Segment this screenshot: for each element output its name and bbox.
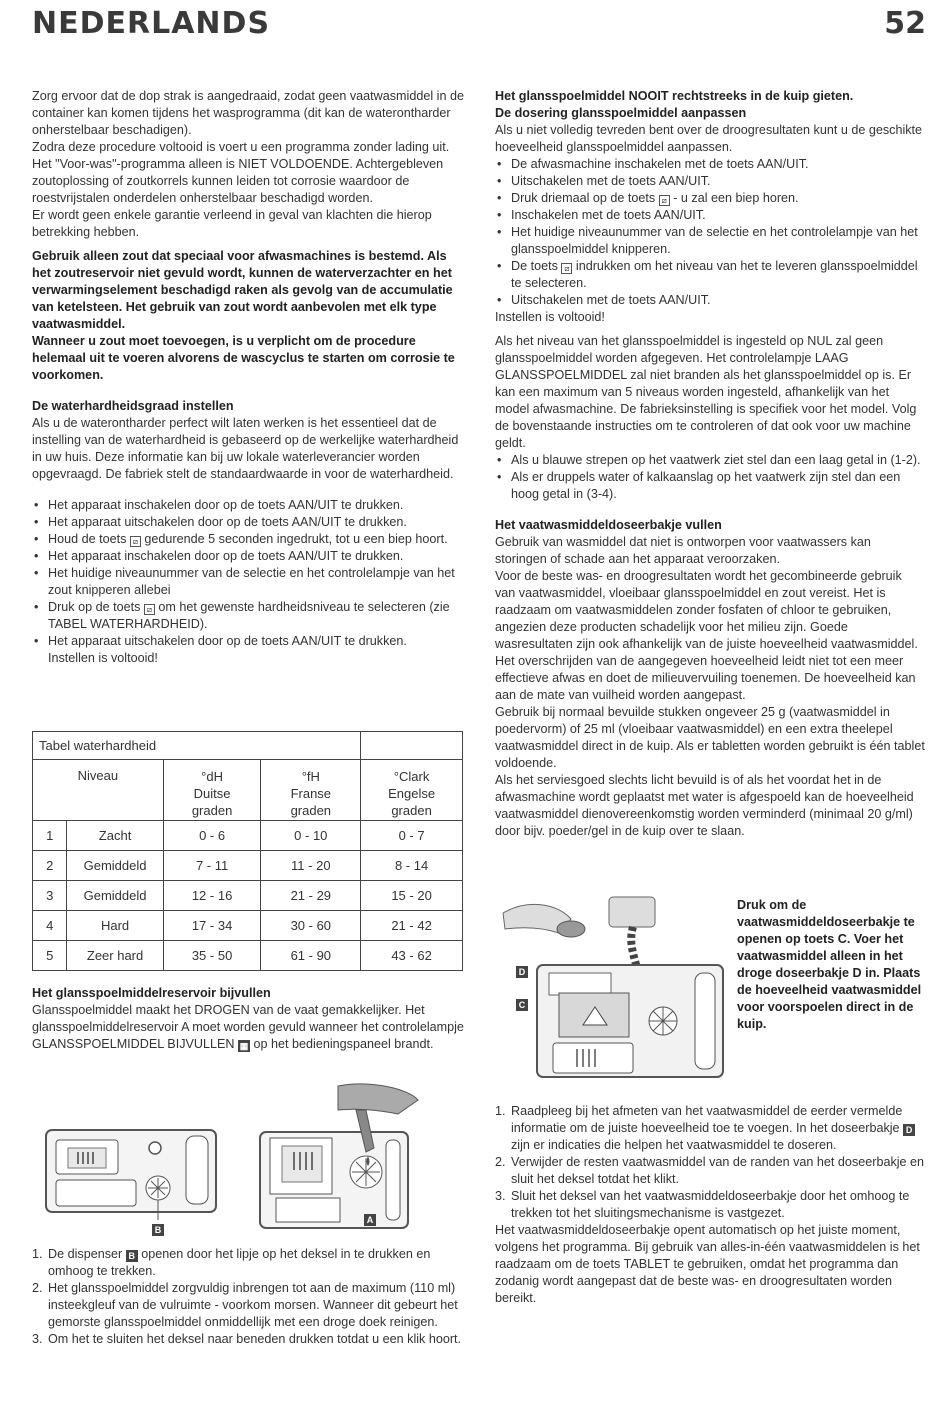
intro-paragraph: Zorg ervoor dat de dop strak is aangedraaid, zodat geen vaatwasmiddel in de container kan komen tijdens het wasprogramma (dit kan de waterontharder onherstelbaar beschadigen). <box>32 89 464 137</box>
table-cell: 8 - 14 <box>361 851 463 881</box>
list-item: • Inschakelen met de toets AAN/UIT. <box>495 207 925 224</box>
hardness-steps <box>32 497 464 650</box>
list-item: • Het apparaat uitschakelen door op de toets AAN/UIT te drukken. <box>32 633 464 650</box>
table-header: Niveau <box>33 760 164 821</box>
detergent-paragraph: Gebruik van wasmiddel dat niet is ontworpen voor vaatwassers kan storingen of schade aan het apparaat veroorzaken. <box>495 535 871 566</box>
rinse-text: Glansspoelmiddel maakt het DROGEN van de vaat gemakkelijker. Het glansspoelmiddelreservoir A moet worden gevuld wanneer het controlelampje GLANSSPOELMIDDEL BIJVULLEN ▦ op het bedieningspaneel brandt. <box>32 1003 464 1051</box>
detergent-paragraph: Het overschrijden van de aangegeven hoeveelheid leidt niet tot een meer effectieve afwas en doet de milieuvervuiling toenemen. De hoeveelheid kan aan de mate van vuilheid worden aangepast. <box>495 654 916 702</box>
table-cell: 4 <box>33 911 67 941</box>
table-header: °dH Duitse graden <box>163 760 261 821</box>
table-cell: 15 - 20 <box>361 881 463 911</box>
table-header: °Clark Engelse graden <box>361 760 463 821</box>
table-cell: 5 <box>33 941 67 971</box>
table-cell: 30 - 60 <box>261 911 361 941</box>
list-item: • Het apparaat inschakelen door op de toets AAN/UIT te drukken. <box>32 497 464 514</box>
rinse-aid-dispenser-figure <box>38 1080 458 1242</box>
table-cell: Gemiddeld <box>67 851 163 881</box>
table-cell: 1 <box>33 821 67 851</box>
table-cell: Gemiddeld <box>67 881 163 911</box>
rinse-steps <box>32 1246 464 1348</box>
key-icon: ⧄ <box>130 536 141 547</box>
list-item: 3. Sluit het deksel van het vaatwasmiddeldoseerbakje door het omhoog te trekken tot het sluitingsmechanisme is vastgezet. <box>495 1189 910 1220</box>
list-item: 2. Het glansspoelmiddel zorgvuldig inbrengen tot aan de maximum (110 ml) insteekgleuf van de vulruimte - voorkom morsen. Wanneer dit gebeurt het gemorste glansspoelmiddel onmiddellijk met een droge doek reinigen. <box>32 1281 458 1329</box>
label-d-icon: D <box>903 1124 915 1136</box>
table-row <box>33 941 463 971</box>
table-row <box>33 911 463 941</box>
table-cell: 35 - 50 <box>163 941 261 971</box>
rinse-aid-indicator-icon: ▦ <box>239 1041 249 1051</box>
dosage-done: Instellen is voltooid! <box>495 310 605 324</box>
list-item: • De toets ⧄ indrukken om het niveau van het te leveren glansspoelmiddel te selecteren. <box>495 258 925 292</box>
table-cell: Zeer hard <box>67 941 163 971</box>
key-icon: ⧄ <box>659 195 670 206</box>
detergent-paragraph: Voor de beste was- en droogresultaten wordt het gecombineerde gebruik van vaatwasmiddel, vloeibaar glansspoelmiddel en zout vereist. Het is raadzaam om vaatwasmiddelen zonder fosfaten of chloor te gebruiken, angezien deze producten schadelijk voor het milieu zijn. Goede wasresultaten zijn ook afhankelijk van de juiste hoeveelheid vaatwasmiddel. <box>495 569 918 651</box>
list-item: 1. Raadpleeg bij het afmeten van het vaatwasmiddel de eerder vermelde informatie om de juiste hoeveelheid toe te voegen. In het doseerbakje D zijn er indicaties die helpen het vaatwasmiddel te doseren. <box>495 1103 925 1154</box>
hardness-heading: De waterhardheidsgraad instellen <box>32 399 234 413</box>
label-a: A <box>364 1214 376 1226</box>
list-item: • Het huidige niveaunummer van de selectie en het controlelampje van het glansspoelmiddel knipperen. <box>495 224 925 258</box>
table-cell: 0 - 6 <box>163 821 261 851</box>
intro-paragraph: Zodra deze procedure voltooid is voert u een programma zonder lading uit. Het "Voor-was"-programma alleen is NIET VOLDOENDE. Achtergebleven zoutoplossing of zoutkorrels kunnen leiden tot corrosie waardoor de roestvrijstalen onderdelen onherstelbaar beschadigd worden. <box>32 140 450 205</box>
table-header-row <box>33 760 463 821</box>
zero-level-text: Als het niveau van het glansspoelmiddel is ingesteld op NUL zal geen glansspoelmiddel worden afgegeven. Het controlelampje LAAG GLANSSPOELMIDDEL zal niet branden als het glansspoelmiddel op is. Er kan een maximum van 5 niveaus worden ingesteld, afhankelijk van het model afwasmachine. De fabrieksinstelling is specifiek voor het model. Volg de bovenstaande instructies om te controleren of dat ook voor uw machine geldt. <box>495 334 917 450</box>
table-cell <box>361 732 463 760</box>
left-column <box>32 88 464 667</box>
label-c: C <box>516 999 528 1011</box>
list-item: • Houd de toets ⧄ gedurende 5 seconden ingedrukt, tot u een biep hoort. <box>32 531 464 548</box>
section-language: NEDERLANDS <box>32 6 271 41</box>
table-cell: 3 <box>33 881 67 911</box>
rinse-heading: Het glansspoelmiddelreservoir bijvullen <box>32 986 271 1000</box>
label-b: B <box>152 1224 164 1236</box>
table-title: Tabel waterhardheid <box>33 732 361 760</box>
table-row <box>33 821 463 851</box>
table-cell: 43 - 62 <box>361 941 463 971</box>
table-cell: 61 - 90 <box>261 941 361 971</box>
detergent-dispenser-figure <box>497 893 729 1083</box>
table-cell: 11 - 20 <box>261 851 361 881</box>
hardness-done: Instellen is voltooid! <box>48 651 158 665</box>
key-icon: ⧄ <box>144 604 155 615</box>
table-row <box>33 881 463 911</box>
list-item: • Als u blauwe strepen op het vaatwerk ziet stel dan een laag getal in (1-2). <box>495 452 925 469</box>
list-item: • Uitschakelen met de toets AAN/UIT. <box>495 173 925 190</box>
intro-paragraph: Er wordt geen enkele garantie verleend in geval van klachten die hierop betrekking hebben. <box>32 208 432 239</box>
label-d: D <box>516 966 528 978</box>
table-cell: 17 - 34 <box>163 911 261 941</box>
list-item: 3. Om het te sluiten het deksel naar beneden drukken totdat u een klik hoort. <box>32 1332 462 1346</box>
detergent-paragraph: Als het serviesgoed slechts licht bevuild is of als het voordat het in de afwasmachine wordt geplaatst met water is afgespoeld kan de hoeveelheid vaatwasmiddel dienovereenkomstig worden verminderd (minimaal 20 g/ml) door bijv. poeder/gel in de kuip over te slaan. <box>495 773 914 838</box>
list-item: 1. De dispenser B openen door het lipje op het deksel in te drukken en omhoog te trekken. <box>32 1247 431 1278</box>
list-item: • Druk driemaal op de toets ⧄ - u zal een biep horen. <box>495 190 925 207</box>
list-item: • De afwasmachine inschakelen met de toets AAN/UIT. <box>495 156 925 173</box>
table-cell: Zacht <box>67 821 163 851</box>
salt-warning: Gebruik alleen zout dat speciaal voor afwasmachines is bestemd. Als het zoutreservoir niet gevuld wordt, kunnen de waterverzachter en het verwarmingselement beschadigd raken als gevolg van de accumulatie van ketelsteen. Het gebruik van zout wordt aanbevolen met elk type vaatwasmiddel. <box>32 249 453 331</box>
detergent-steps <box>495 1103 925 1307</box>
dosage-heading: De dosering glansspoelmiddel aanpassen <box>495 106 747 120</box>
zero-level-bullets <box>495 452 925 503</box>
table-cell: 12 - 16 <box>163 881 261 911</box>
table-cell: 0 - 10 <box>261 821 361 851</box>
list-item: • Uitschakelen met de toets AAN/UIT. <box>495 292 925 309</box>
table-cell: 0 - 7 <box>361 821 463 851</box>
table-row <box>33 851 463 881</box>
right-column <box>495 88 925 840</box>
table-cell: 7 - 11 <box>163 851 261 881</box>
list-item: • Als er druppels water of kalkaanslag op het vaatwerk zijn stel dan een hoog getal in (3-4). <box>495 469 925 503</box>
water-hardness-table <box>32 731 463 971</box>
dosage-intro: Als u niet volledig tevreden bent over de droogresultaten kunt u de geschikte hoeveelheid glansspoelmiddel aanpassen. <box>495 123 923 154</box>
detergent-heading: Het vaatwasmiddeldoseerbakje vullen <box>495 518 722 532</box>
rinse-aid-section <box>32 985 464 1053</box>
never-pour-warning: Het glansspoelmiddel NOOIT rechtstreeks in de kuip gieten. <box>495 89 854 103</box>
dosage-steps <box>495 156 925 309</box>
detergent-caption: Druk om de vaatwasmiddeldoseerbakje te openen op toets C. Voer het vaatwasmiddel alleen in het droge doseerbakje D in. Plaats de hoeveelheid vaatwasmiddel voor voorspoelen direct in de kuip. <box>737 898 922 1031</box>
page-number: 52 <box>884 6 926 41</box>
closing-paragraph: Het vaatwasmiddeldoseerbakje opent automatisch op het juiste moment, volgens het programma. Bij gebruik van alles-in-één vaatwasmiddelen is het raadzaam om de toets TABLET te gebruiken, omdat het programma dan zodanig wordt aangepast dat de beste was- en droogresultaten worden bereikt. <box>495 1223 920 1305</box>
list-item: • Het huidige niveaunummer van de selectie en het controlelampje van het zout knipperen allebei <box>32 565 464 599</box>
list-item: 2. Verwijder de resten vaatwasmiddel van de randen van het doseerbakje en sluit het deksel totdat het klikt. <box>495 1155 925 1186</box>
salt-warning: Wanneer u zout moet toevoegen, is u verplicht om de procedure helemaal uit te voeren alvorens de wascyclus te starten om corrosie te voorkomen. <box>32 334 455 382</box>
hardness-text: Als u de waterontharder perfect wilt laten werken is het essentieel dat de instelling van de waterhardheid is gebaseerd op de werkelijke waterhardheid in uw huis. Deze informatie kan bij uw lokale waterleverancier worden opgevraagd. De fabriek stelt de standaardwaarde in voor de waterhardheid. <box>32 416 459 481</box>
table-cell: Hard <box>67 911 163 941</box>
list-item: • Het apparaat uitschakelen door op de toets AAN/UIT te drukken. <box>32 514 464 531</box>
table-cell: 21 - 42 <box>361 911 463 941</box>
table-cell: 2 <box>33 851 67 881</box>
table-header: °fH Franse graden <box>261 760 361 821</box>
detergent-paragraph: Gebruik bij normaal bevuilde stukken ongeveer 25 g (vaatwasmiddel in poedervorm) of 25 ml (vloeibaar vaatwasmiddel) en een extra theelepel vaatwasmiddel direct in de kuip. Als er tabletten worden gebruikt is één tablet voldoende. <box>495 705 925 770</box>
label-b-icon: B <box>126 1250 138 1262</box>
key-icon: ⧄ <box>561 263 572 274</box>
list-item: • Het apparaat inschakelen door op de toets AAN/UIT te drukken. <box>32 548 464 565</box>
table-cell: 21 - 29 <box>261 881 361 911</box>
list-item: • Druk op de toets ⧄ om het gewenste hardheidsniveau te selecteren (zie TABEL WATERHARDHEID). <box>32 599 464 633</box>
